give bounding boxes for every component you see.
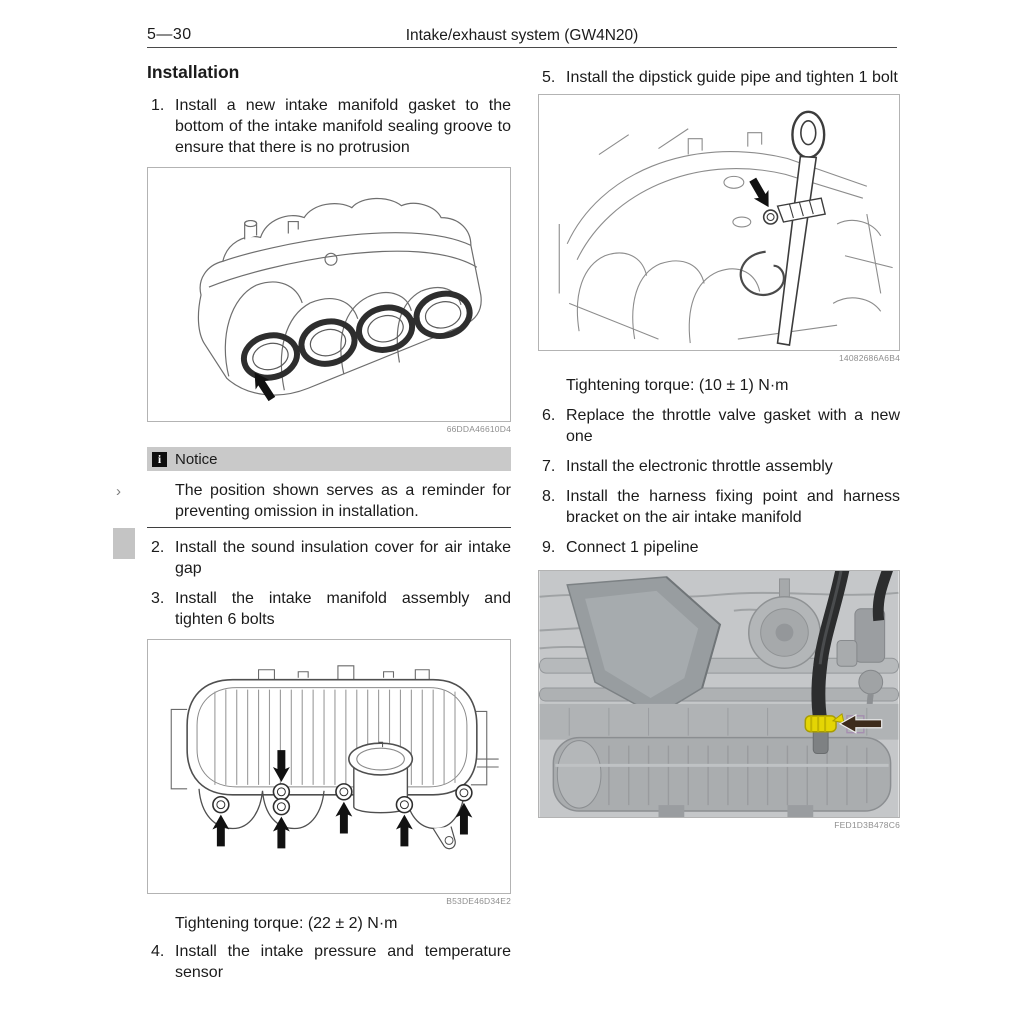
step-number: 1. xyxy=(151,97,165,114)
section-title: Installation xyxy=(147,62,240,82)
step-text: Install a new intake manifold gasket to the bottom of the intake manifold sealing groove to ensure that there is no protrusion xyxy=(175,97,511,156)
right-column xyxy=(538,60,900,830)
dipstick-pipe xyxy=(778,112,826,345)
step-9 xyxy=(538,537,900,558)
step-number: 6. xyxy=(542,407,556,424)
step-7 xyxy=(538,456,900,477)
step-8 xyxy=(538,486,900,528)
step-3 xyxy=(147,588,511,630)
pipe-bolt xyxy=(764,210,778,224)
figure-pipeline-connection-photo xyxy=(538,570,900,818)
step-number: 8. xyxy=(542,488,556,505)
page-title: Intake/exhaust system (GW4N20) xyxy=(405,27,639,44)
step-number: 3. xyxy=(151,590,165,607)
notice-text: The position shown serves as a reminder for preventing omission in installation. xyxy=(175,482,511,520)
torque-spec: Tightening torque: (22 ± 2) N·m xyxy=(175,915,398,932)
header-rule xyxy=(147,47,897,48)
intake-manifold-bolts-illustration xyxy=(148,640,510,893)
step-text: Install the harness fixing point and harness bracket on the air intake manifold xyxy=(566,488,900,526)
figure-code: B53DE46D34E2 xyxy=(446,896,511,906)
step-1 xyxy=(147,95,511,158)
left-column xyxy=(116,60,511,992)
notice-separator xyxy=(147,527,511,528)
engine-background xyxy=(559,129,892,343)
step-2 xyxy=(147,537,511,579)
figure-code: 66DDA46610D4 xyxy=(446,424,511,434)
dipstick-guide-pipe-illustration xyxy=(539,95,899,350)
step-text: Install the intake pressure and temperature sensor xyxy=(175,943,511,981)
step-6 xyxy=(538,405,900,447)
torque-spec: Tightening torque: (10 ± 1) N·m xyxy=(566,377,789,394)
page-number: 5—30 xyxy=(147,26,192,43)
page-edge-tab xyxy=(113,528,135,559)
info-icon: i xyxy=(152,452,167,467)
step-text: Install the sound insulation cover for air intake gap xyxy=(175,539,511,577)
notice-bullet-icon: › xyxy=(116,483,121,500)
step-number: 4. xyxy=(151,943,165,960)
pipeline-connection-photo xyxy=(539,571,899,817)
step-number: 5. xyxy=(542,69,556,86)
step-number: 7. xyxy=(542,458,556,475)
step-text: Connect 1 pipeline xyxy=(566,539,699,556)
notice-label: Notice xyxy=(175,450,218,468)
figure-intake-manifold-gasket xyxy=(147,167,511,422)
figure-code: FED1D3B478C6 xyxy=(834,820,900,830)
figure-intake-manifold-bolts xyxy=(147,639,511,894)
step-4 xyxy=(147,941,511,983)
step-text: Install the electronic throttle assembly xyxy=(566,458,833,475)
intake-log xyxy=(553,738,890,817)
intake-manifold-gasket-illustration xyxy=(148,168,510,421)
step-number: 9. xyxy=(542,539,556,556)
cross-pipe-lower xyxy=(539,688,898,701)
step-number: 2. xyxy=(151,539,165,556)
callout-arrow-icon xyxy=(745,175,775,211)
notice-bar xyxy=(147,447,511,471)
step-text: Install the intake manifold assembly and tighten 6 bolts xyxy=(175,590,511,628)
notice-item xyxy=(116,480,511,522)
step-text: Install the dipstick guide pipe and tighten 1 bolt xyxy=(566,69,898,86)
step-text: Replace the throttle valve gasket with a new one xyxy=(566,407,900,445)
step-5 xyxy=(538,67,900,88)
figure-dipstick-guide-pipe xyxy=(538,94,900,351)
figure-code: 14082686A6B4 xyxy=(838,353,900,363)
